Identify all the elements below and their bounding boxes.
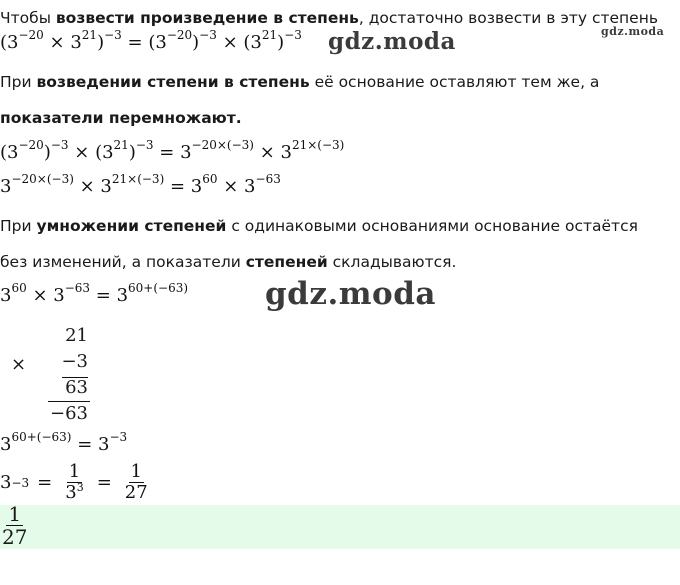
equation-4: $3^{60} \times 3^{-63} = 3^{60+(-63)}$	[0, 281, 189, 306]
fraction-2: $\frac{1}{27}$	[124, 461, 148, 503]
rule-multiply-powers-line2: без изменений, а показатели степеней складываются.	[0, 253, 457, 271]
rule-multiply-powers: При умножении степеней с одинаковыми основаниями основание остаётся	[0, 217, 638, 235]
watermark-mid: gdz.moda	[328, 28, 456, 55]
column-sign: ×	[11, 354, 27, 375]
column-mid: −3	[61, 351, 88, 372]
watermark-small: gdz.moda	[601, 25, 665, 38]
intro-bold: возвести произведение в степень	[55, 9, 359, 27]
column-result: −63	[50, 403, 88, 424]
equation-2: $(3^{-20})^{-3} \times (3^{21})^{-3} = 3^{-20\times(-3)} \times 3^{21\times(-3)}$	[0, 138, 345, 163]
intro-text: Чтобы возвести произведение в степень, достаточно возвести в эту степень	[0, 9, 658, 27]
answer-highlight	[0, 502, 680, 549]
rule-power-of-power-line2: показатели перемножают.	[0, 109, 242, 127]
equation-6: 3 −3 = $\frac{1}{3^3}$ = $\frac{1}{27}$	[0, 461, 148, 503]
equation-5: $3^{60+(-63)} = 3^{-3}$	[0, 430, 128, 455]
column-part: 63	[65, 377, 88, 398]
equation-3: $3^{-20\times(-3)} \times 3^{21\times(-3)} = 3^{60} \times 3^{-63}$	[0, 172, 281, 197]
answer-denominator: 27	[2, 525, 28, 549]
column-rule-2	[48, 401, 90, 402]
column-top: 21	[65, 325, 88, 346]
watermark-big: gdz.moda	[265, 276, 436, 312]
fraction-1: $\frac{1}{3^3}$	[65, 461, 84, 503]
equation-1: $(3^{-20} \times 3^{21})^{-3} = (3^{-20})^{-3} \times (3^{21})^{-3}$	[0, 28, 302, 53]
answer-numerator: 1	[8, 502, 22, 526]
answer-fraction	[0, 503, 29, 548]
rule-power-of-power: При возведении степени в степень её основание оставляют тем же, а	[0, 73, 600, 91]
